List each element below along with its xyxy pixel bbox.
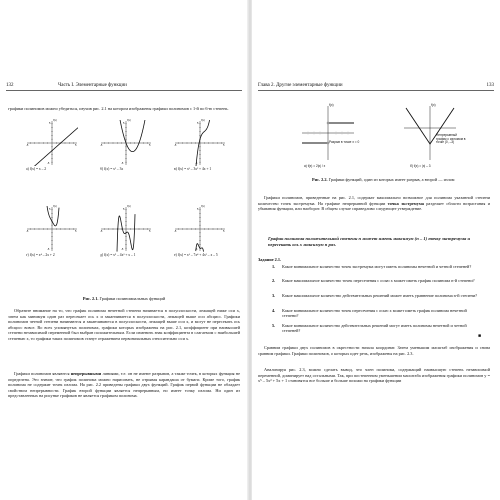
axis-label: f(x) (201, 205, 205, 208)
definition-box: График полинома положительной степени n может иметь максимум (n – 1) точку экстремума и пересекать ось x максимум n раз. (268, 236, 471, 247)
left-page (0, 0, 248, 500)
axis-label: f(x) (53, 119, 57, 122)
tick-label: -5 (121, 162, 124, 165)
intro-paragraph: графики полиномов можно убедиться, изучив рис. 2.1 на котором изображены графики полиномов с 1-й по 6-ю степень. (8, 106, 229, 111)
graph-plot (174, 206, 226, 252)
running-head: Часть I. Элементарные функции (58, 83, 127, 88)
graph-plot (100, 120, 152, 166)
right-page-header (258, 82, 494, 91)
polynomial-graph-4 (26, 205, 78, 257)
paragraph-3: Анализируя рис. 2.3, можно сделать вывод, что член полинома, содержащий наивысшую степень независимой переменной, доминирует над остальными. Так, при постепенном уменьшении масштаба изображения графики полиномов y = x⁵ – 5x³ + 5x + 1 становятся все больше и больше похожи на графики функции (258, 367, 490, 384)
tick-label: 5 (197, 208, 199, 211)
bold-term: точка экстремума (387, 200, 424, 206)
tick-label: -5 (100, 230, 103, 233)
tick-label: 5 (75, 144, 77, 147)
tick-label: 5 (123, 208, 125, 211)
tick-label: 5 (149, 230, 151, 233)
paragraph-2: Графики полиномов являются непрерывными линиями, т.е. он не имеют разрывов, а также точек, в которых функция не определена. Это значит, что график полинома можно нарисовать, не отрывая карандаша от бумаги. Кроме того, график полинома не содержит точек излома. На рис. 2.2 приведены графики двух функций. График первой функции не обладает свойством непрерывности. График второй функции является непрерывным, но имеет точку излома. Ни один из представленных на рисунке графиков не является графиком полинома. (8, 371, 240, 399)
graph-caption: б) f(x) = x² – 3x (100, 167, 124, 171)
tick-label: 5 (123, 122, 125, 125)
right-page: Глава 2. Другие элементарные функции 133 f(x) Разрыв в точке x = 0 а) f(x) = 2|x| / x f(x) Непрерывный график с изломом в точке (0, –3) б) f(x) = |x| – 3 Рис. 2.2. Графики функций, один из которых имеет разрыв, а второй — излом Графики полиномов, приведенные на рис. 2.1, содержат максимально возможное для полинома указанной степени количество точек экстремума. На графике непрерывной функции точка экстремума разделяет области возрастания и убывания функции, или наоборот. В общем случае справедливо следующее утверждение. График полинома положительной степени n может иметь максимум (n – 1) точку экстремума и пересекать ось x максимум n раз. Задание 2.1. 1. Какое минимальное количество точек экстремума могут иметь полиномы нечетной и четной степеней? 2. Какое максимальное количество точек пересечения с осью x может иметь график полинома n-й степени? 3. Какое максимальное количество действительных решений может иметь уравнение полинома n-й степени? 4. Какое минимальное количество точек пересечения с осью x может иметь график полинома нечетной степени? 5. Какое минимальное количество действительных решений могут иметь полиномы нечетной и четной степеней? ■ Сравним графики двух полиномов в окрестности начала координат. Затем уменьшим масштаб изображения и снова сравним графики. Графики полиномов, о которых идет речь, изображены на рис. 2.3. Анализируя рис. 2.3, можно сделать вывод, что член полинома, содержащий наивысшую степень независимой переменной, доминирует над остальными. Так, при постепенном уменьшении масштаба изображения графики полиномов y = x⁵ – 5x³ + 5x + 1 становятся все больше и больше похожи на графики функции (252, 0, 500, 500)
figure-caption-text: Графики полиномиальных функций (98, 296, 166, 301)
graph-plot (26, 206, 78, 252)
figure-label: Рис. 2.2. (312, 177, 328, 182)
tick-label: 5 (49, 122, 51, 125)
axis-label: f(x) (53, 205, 57, 208)
curve (34, 128, 78, 166)
tick-label: -5 (100, 144, 103, 147)
graph-kink (402, 103, 466, 170)
graph-plot (26, 120, 78, 166)
curve (196, 244, 211, 252)
figure-2-1-caption (8, 296, 240, 301)
tick-label: -5 (195, 248, 198, 251)
bold-term: непрерывными (70, 371, 102, 376)
graph-caption: б) f(x) = |x| – 3 (410, 164, 431, 168)
polynomial-graph-5 (100, 205, 152, 257)
graph-caption: а) f(x) = 2|x| / x (304, 164, 326, 168)
tick-label: -5 (47, 162, 50, 165)
polynomial-graph-3 (174, 119, 226, 171)
axis-label: f(x) (201, 119, 205, 122)
graph-caption: а) f(x) = x – 2 (26, 167, 47, 171)
paragraph-1: Графики полиномов, приведенные на рис. 2.1, содержат максимально возможное для полинома указанной степени количество точек экстремума. На графике непрерывной функции точка экстремума разделяет области возрастания и убывания функции, или наоборот. В общем случае справедливо следующее утверждение. (258, 195, 490, 212)
graph-plot (174, 120, 226, 166)
axis-label: f(x) (431, 103, 436, 107)
paragraph-1: Обратите внимание на то, что график полинома нечетной степени начинается в полуплоскости, лежащей ниже оси x, затем как минимум один раз пересекает ось x и заканчивается в полуплоскости, лежащей выше оси абсцисс. Графики полиномов четной степени начинаются и заканчиваются в полуплоскости, лежащей выше оси x, и могут не пересекать ось абсцисс вовсе. Во всех упомянутых полиномах, графики которых изображены на рис. 2.1, коэффициент при наивысшей степени независимой переменной был выбран положительным. Если изменить знак коэффициента в слагаемом с наибольшей степенью x, то графики таких полиномов станут отражением первоначальных относительно оси x. (8, 308, 240, 341)
figure-2-1 (8, 120, 240, 295)
tick-label: -5 (174, 144, 177, 147)
tick-label: 5 (49, 208, 51, 211)
polynomial-graph-6 (174, 205, 226, 257)
graph-caption: г) f(x) = x⁴ – 2x + 2 (26, 253, 55, 257)
tick-label: 5 (223, 144, 225, 147)
polynomial-graph-1 (26, 119, 78, 171)
tick-label: -5 (195, 162, 198, 165)
running-head: Глава 2. Другие элементарные функции (258, 83, 343, 88)
tick-label: -5 (174, 230, 177, 233)
tick-label: 5 (149, 144, 151, 147)
graph-plot (100, 206, 152, 252)
end-mark: ■ (478, 334, 482, 339)
axis-label: f(x) (127, 205, 131, 208)
figure-label: Рис. 2.1. (82, 296, 99, 301)
graph-caption: д) f(x) = x⁵ – 4x³ + x – 1 (100, 253, 136, 257)
axis-label: f(x) (329, 103, 334, 107)
left-page-header (6, 82, 242, 91)
graph-discontinuous (300, 103, 360, 170)
graph-caption: в) f(x) = x³ – 3x² + 4x + 1 (174, 167, 212, 171)
annotation: Непрерывный график с изломом в точке (0, –3) (436, 133, 466, 145)
axis-label: f(x) (127, 119, 131, 122)
figure-2-2-caption (312, 177, 462, 182)
tick-label: 5 (223, 230, 225, 233)
tick-label: -5 (47, 248, 50, 251)
tick-label: -5 (26, 144, 29, 147)
polynomial-graph-2 (100, 119, 152, 171)
tick-label: -5 (121, 248, 124, 251)
tick-label: -5 (26, 230, 29, 233)
page-number: 132 (6, 83, 14, 88)
tick-label: 5 (197, 122, 199, 125)
page-number: 133 (486, 83, 494, 88)
annotation: Разрыв в точке x = 0 (329, 140, 360, 144)
paragraph-2: Сравним графики двух полиномов в окрестности начала координат. Затем уменьшим масштаб изображения и снова сравним графики. Графики полиномов, о которых идет речь, изображены на рис. 2.3. (258, 345, 490, 356)
figure-caption-text: Графики функций, один из которых имеет разрыв, а второй — излом (327, 177, 455, 182)
task-title: Задание 2.1. (258, 257, 282, 262)
tick-label: 5 (75, 230, 77, 233)
graph-discontinuous-plot (300, 104, 356, 162)
graph-caption: е) f(x) = x⁶ – 7x⁴ + 4x² – x – 5 (174, 253, 218, 257)
